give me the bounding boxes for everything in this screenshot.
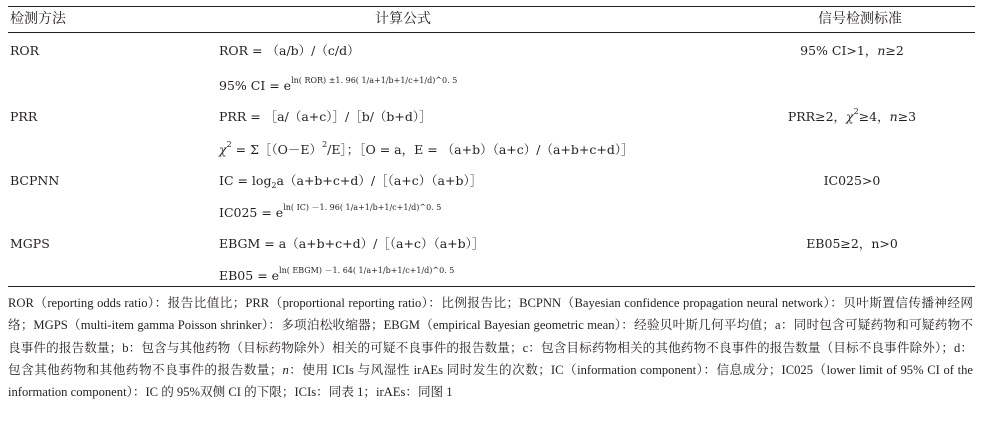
formula-mgps: EBGM = a（a+b+c+d）/［（a+c）（a+b）］ bbox=[219, 236, 485, 251]
formula-eb05 bbox=[219, 268, 454, 284]
footnote-var-n: n bbox=[282, 362, 289, 377]
formula-ic025 bbox=[219, 205, 441, 221]
formula-ror: ROR = （a/b）/（c/d） bbox=[219, 43, 360, 58]
criteria-prr-var: n bbox=[889, 109, 898, 124]
criteria-prr-chi-sup: 2 bbox=[853, 107, 859, 116]
criteria-prr-prefix: PRR≥2， bbox=[787, 109, 847, 124]
formula-bcpnn-prefix: IC = log bbox=[219, 173, 272, 188]
footnote-part-2: ：使用 ICIs 与风湿性 irAEs 同时发生的次数；IC（information component）：信息成分；IC025（lower limit of 95% CI of the information component）：IC 的 95%双侧 CI 的下限；ICIs：同表 1；irAEs：同图 1 bbox=[8, 362, 973, 400]
criteria-prr-mid: ≥4， bbox=[858, 109, 890, 124]
formula-ror-ci bbox=[219, 78, 457, 94]
formula-prr: PRR = ［a/（a+c）］/［b/（b+d）］ bbox=[219, 109, 432, 124]
method-prr: PRR bbox=[10, 109, 38, 124]
criteria-ror bbox=[772, 43, 932, 59]
formula-ic025-prefix: IC025 = e bbox=[219, 205, 284, 220]
criteria-prr-chi: χ bbox=[846, 109, 854, 124]
criteria-prr-suffix: ≥3 bbox=[897, 109, 917, 124]
method-ror: ROR bbox=[10, 43, 40, 58]
formula-eb05-prefix: EB05 = e bbox=[219, 268, 280, 283]
table-top-rule bbox=[8, 6, 975, 7]
formula-bcpnn-log-base: 2 bbox=[271, 181, 277, 190]
method-mgps: MGPS bbox=[10, 236, 50, 251]
criteria-prr bbox=[772, 109, 932, 125]
formula-bcpnn bbox=[219, 173, 482, 189]
method-bcpnn: BCPNN bbox=[10, 173, 60, 188]
criteria-ror-suffix: ≥2 bbox=[885, 43, 904, 58]
column-header-formula: 计算公式 bbox=[375, 11, 431, 27]
formula-ror-ci-prefix: 95% CI = e bbox=[219, 78, 292, 93]
criteria-bcpnn: IC025>0 bbox=[823, 173, 881, 188]
table-bottom-rule bbox=[8, 286, 975, 287]
column-header-criteria: 信号检测标准 bbox=[818, 11, 902, 27]
formula-chi-sup: 2 bbox=[226, 140, 232, 149]
table-header-rule bbox=[8, 32, 975, 33]
column-header-method: 检测方法 bbox=[10, 11, 66, 27]
table-footnote bbox=[8, 292, 973, 403]
formula-chi-square bbox=[219, 142, 634, 158]
formula-chi-mid: = Σ［（O－E） bbox=[231, 142, 323, 157]
formula-eb05-exponent: ln( EBGM) －1. 64( 1/a+1/b+1/c+1/d)^0. 5 bbox=[279, 266, 455, 275]
formula-ror-ci-exponent: ln( ROR) ±1. 96( 1/a+1/b+1/c+1/d)^0. 5 bbox=[291, 76, 458, 85]
formula-chi-square-sup: 2 bbox=[322, 140, 328, 149]
formula-bcpnn-suffix: a（a+b+c+d）/［（a+c）（a+b）］ bbox=[276, 173, 483, 188]
criteria-ror-var: n bbox=[877, 43, 886, 58]
footnote-part-1: ROR（reporting odds ratio）：报告比值比；PRR（proportional reporting ratio）：比例报告比；BCPNN（Bayesian confidence propagation neural network）：贝叶斯置信传播神经网络；MGPS（multi-item gamma Poisson shrinker）：多项泊松收缩器；EBGM（empirical Bayesian geometric mean）：经验贝叶斯几何平均值；a：同时包含可疑药物和可疑药物不良事件的报告数量；b：包含与其他药物（目标药物除外）相关的可疑不良事件的报告数量；c：包含目标药物相关的其他药物不良事件的报告数量（目标不良事件除外）；d：包含其他药物和其他药物不良事件的报告数量； bbox=[8, 296, 973, 377]
formula-chi-symbol: χ bbox=[219, 142, 227, 157]
criteria-mgps: EB05≥2，n>0 bbox=[806, 236, 898, 251]
criteria-ror-prefix: 95% CI>1， bbox=[800, 43, 878, 58]
formula-ic025-exponent: ln( IC) －1. 96( 1/a+1/b+1/c+1/d)^0. 5 bbox=[283, 203, 442, 212]
formula-chi-rest: /E］；［O = a，E = （a+b）（a+c）/（a+b+c+d）］ bbox=[327, 142, 634, 157]
